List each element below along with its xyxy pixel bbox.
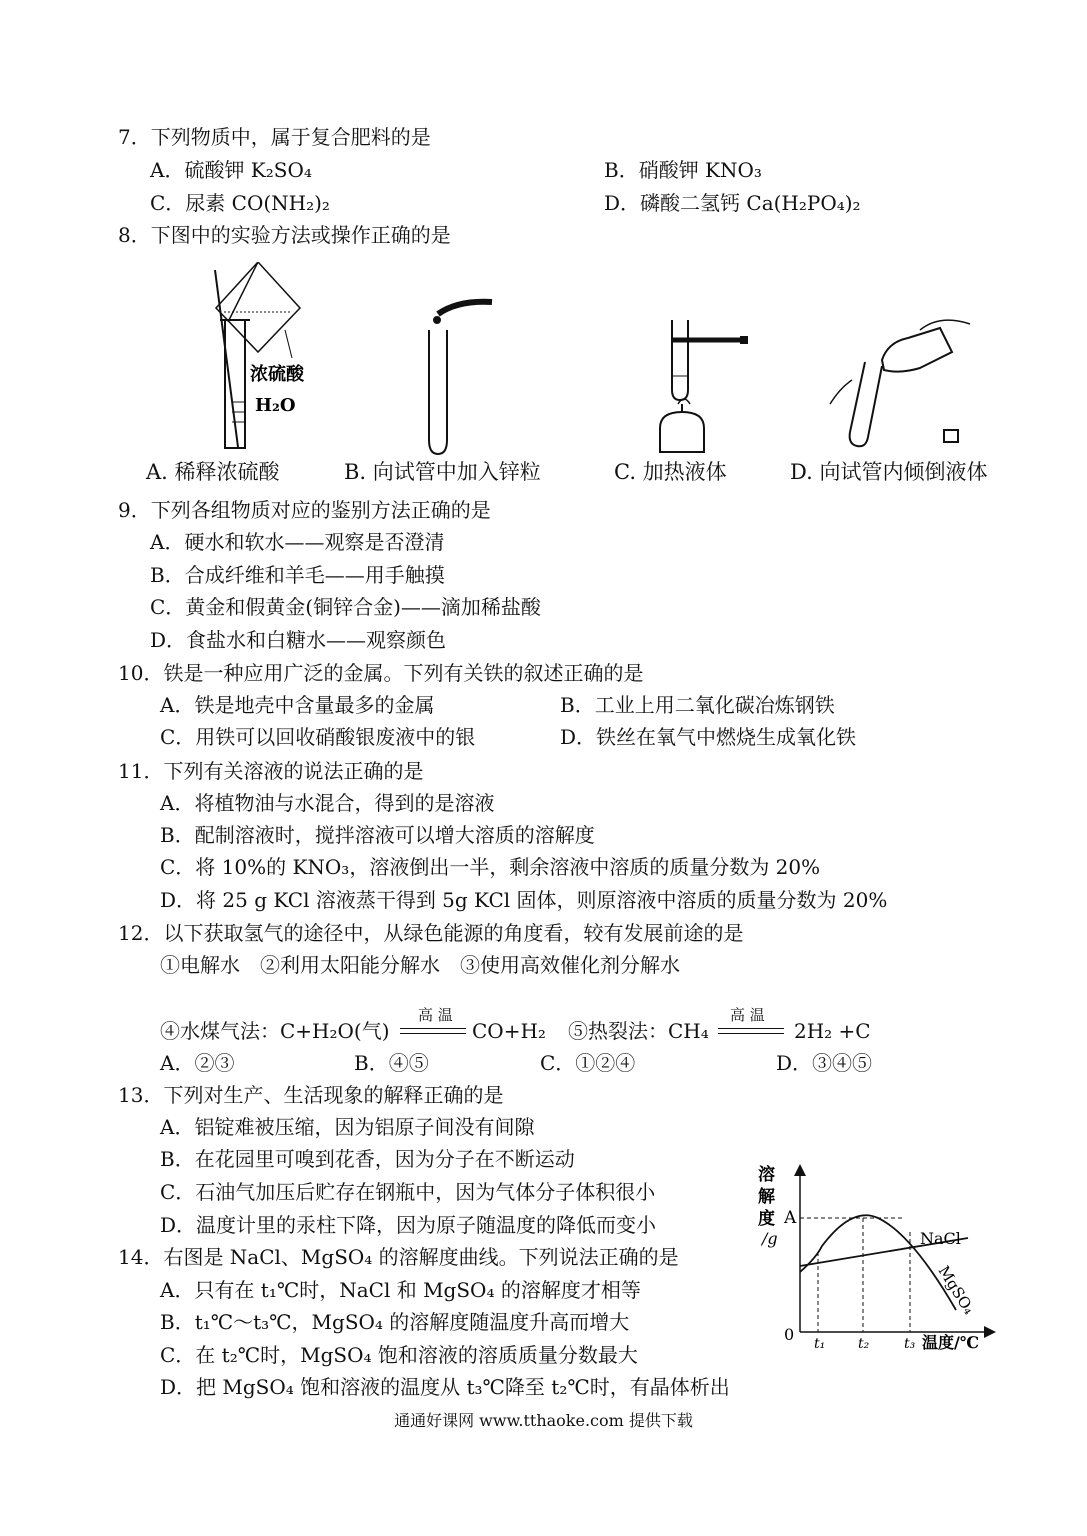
q8-caption-c: C. 加热液体 <box>614 460 727 484</box>
q11-stem: 11．下列有关溶液的说法正确的是 <box>118 759 424 783</box>
fig-d-pouring <box>830 320 970 446</box>
fig-b-test-tube <box>429 302 492 454</box>
q12-option-c: C．①②④ <box>540 1051 636 1075</box>
ylabel-3: 度 <box>758 1209 775 1229</box>
q12-eq4-condition: 高 温 <box>418 1006 453 1024</box>
q13-option-a: A．铝锭难被压缩，因为铝原子间没有间隙 <box>160 1115 535 1139</box>
x-tick-t1: t₁ <box>814 1336 826 1352</box>
q12-methods-line: ①电解水 ②利用太阳能分解水 ③使用高效催化剂分解水 <box>160 953 680 977</box>
q9-option-d: D．食盐水和白糖水——观察颜色 <box>150 628 447 652</box>
q13-option-c: C．石油气加压后贮存在钢瓶中，因为气体分子体积很小 <box>160 1180 656 1204</box>
q12-option-d: D．③④⑤ <box>776 1051 873 1075</box>
fig-a-acid-label: 浓硫酸 <box>250 364 304 385</box>
q12-eq5-right: 2H₂ +C <box>794 1019 871 1043</box>
q8-caption-a: A. 稀释浓硫酸 <box>146 460 280 484</box>
origin-label: 0 <box>784 1325 795 1344</box>
q14-option-a: A．只有在 t₁℃时，NaCl 和 MgSO₄ 的溶解度才相等 <box>160 1278 641 1302</box>
q10-stem: 10．铁是一种应用广泛的金属。下列有关铁的叙述正确的是 <box>118 661 644 685</box>
xlabel: 温度/℃ <box>922 1333 980 1352</box>
q12-option-a: A．②③ <box>160 1051 235 1075</box>
q11-option-b: B．配制溶液时，搅拌溶液可以增大溶质的溶解度 <box>160 823 595 847</box>
q13-option-d: D．温度计里的汞柱下降，因为原子随温度的降低而变小 <box>160 1213 657 1237</box>
q8-caption-d: D. 向试管内倾倒液体 <box>790 460 988 484</box>
q12-eq5-arrow <box>718 1028 784 1029</box>
q14-option-c: C．在 t₂℃时，MgSO₄ 饱和溶液的溶质质量分数最大 <box>160 1343 638 1367</box>
page-footer: 通通好课网 www.tthaoke.com 提供下载 <box>394 1411 693 1430</box>
q7-stem: 7．下列物质中，属于复合肥料的是 <box>118 125 431 149</box>
q12-eq4-right: CO+H₂ <box>472 1019 546 1043</box>
q8-figures <box>140 262 1020 457</box>
ylabel-1: 溶 <box>758 1165 775 1185</box>
q10-option-a: A．铁是地壳中含量最多的金属 <box>160 693 435 717</box>
q12-option-b: B．④⑤ <box>354 1051 429 1075</box>
solubility-chart <box>752 1162 1002 1358</box>
q12-eq4-arrow2 <box>400 1033 466 1034</box>
q9-option-b: B．合成纤维和羊毛——用手触摸 <box>150 563 445 587</box>
q14-option-d: D．把 MgSO₄ 饱和溶液的温度从 t₃℃降至 t₂℃时，有晶体析出 <box>160 1375 730 1399</box>
q13-option-b: B．在花园里可嗅到花香，因为分子在不断运动 <box>160 1147 575 1171</box>
q11-option-c: C．将 10%的 KNO₃，溶液倒出一半，剩余溶液中溶质的质量分数为 20% <box>160 855 821 879</box>
fig-c-heating <box>660 320 748 452</box>
q9-option-c: C．黄金和假黄金(铜锌合金)——滴加稀盐酸 <box>150 595 541 619</box>
q14-stem: 14．右图是 NaCl、MgSO₄ 的溶解度曲线。下列说法正确的是 <box>118 1245 679 1269</box>
q8-caption-b: B. 向试管中加入锌粒 <box>344 460 541 484</box>
q12-stem: 12．以下获取氢气的途径中，从绿色能源的角度看，较有发展前途的是 <box>118 921 744 945</box>
q10-option-c: C．用铁可以回收硝酸银废液中的银 <box>160 725 476 749</box>
q12-eq5-left: ⑤热裂法：CH₄ <box>568 1019 709 1043</box>
series-mgso4-label: MgSO₄ <box>934 1262 979 1318</box>
q12-eq5-arrow2 <box>718 1033 784 1034</box>
x-tick-t3: t₃ <box>904 1336 916 1352</box>
ylabel-2: 解 <box>758 1187 775 1207</box>
fig-a-water-label: H₂O <box>255 395 296 416</box>
q8-stem: 8．下图中的实验方法或操作正确的是 <box>118 223 451 247</box>
q10-option-d: D．铁丝在氧气中燃烧生成氧化铁 <box>560 725 857 749</box>
q13-stem: 13．下列对生产、生活现象的解释正确的是 <box>118 1083 504 1107</box>
q12-eq4-arrow <box>400 1028 466 1029</box>
ylabel-4: /g <box>762 1229 778 1248</box>
q12-eq5-condition: 高 温 <box>730 1006 765 1024</box>
q7-option-b: B．硝酸钾 KNO₃ <box>604 158 762 182</box>
q11-option-a: A．将植物油与水混合，得到的是溶液 <box>160 791 495 815</box>
q7-option-a: A．硫酸钾 K₂SO₄ <box>150 158 312 182</box>
q11-option-d: D．将 25 g KCl 溶液蒸干得到 5g KCl 固体，则原溶液中溶质的质量分数为 20% <box>160 888 888 912</box>
series-nacl-label: NaCl <box>920 1229 961 1248</box>
y-marker-a: A <box>784 1208 797 1228</box>
q10-option-b: B．工业上用二氧化碳冶炼钢铁 <box>560 693 835 717</box>
q7-option-c: C．尿素 CO(NH₂)₂ <box>150 191 330 215</box>
q9-option-a: A．硬水和软水——观察是否澄清 <box>150 530 445 554</box>
x-tick-t2: t₂ <box>858 1336 870 1352</box>
q7-option-d: D．磷酸二氢钙 Ca(H₂PO₄)₂ <box>604 191 861 215</box>
q12-eq4-left: ④水煤气法：C+H₂O(气) <box>160 1019 390 1043</box>
fig-a-dilution <box>215 262 300 448</box>
q9-stem: 9．下列各组物质对应的鉴别方法正确的是 <box>118 498 491 522</box>
q14-option-b: B．t₁℃～t₃℃，MgSO₄ 的溶解度随温度升高而增大 <box>160 1310 630 1334</box>
